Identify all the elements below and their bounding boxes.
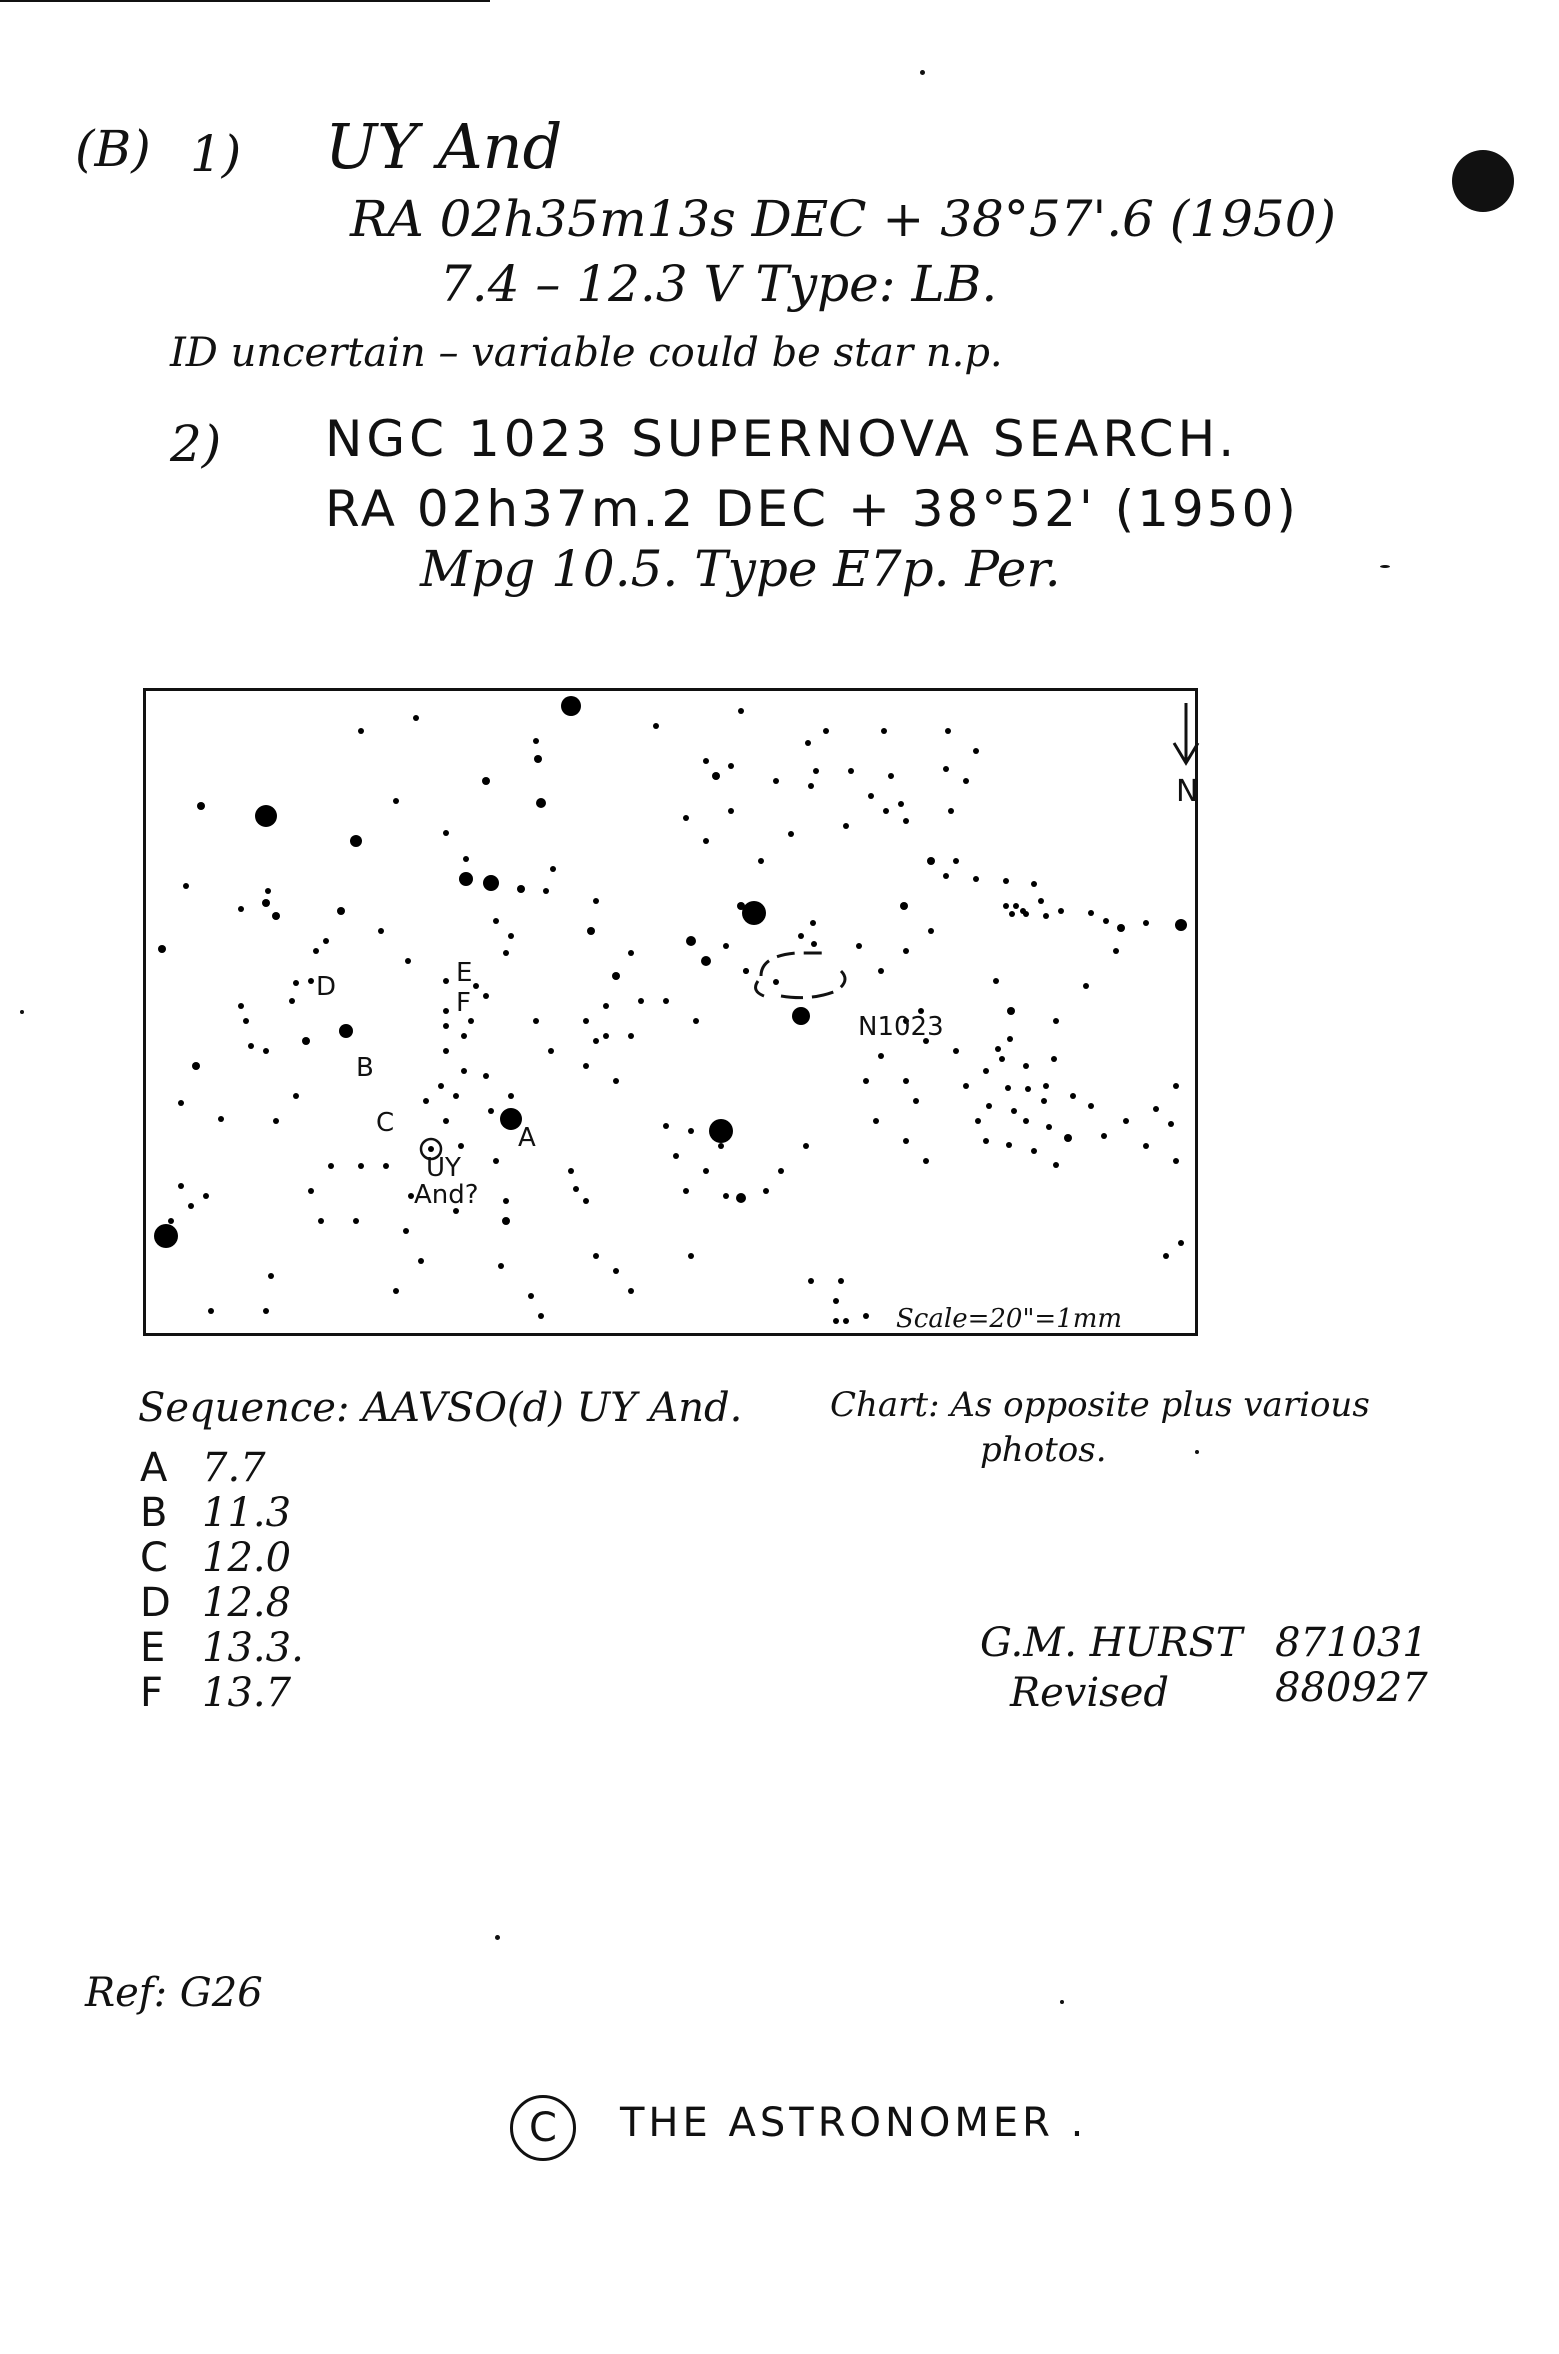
star-label-a: A — [518, 1123, 536, 1153]
star-dot-d — [308, 978, 314, 984]
speck — [20, 1010, 24, 1014]
star-label-d: D — [316, 972, 337, 1002]
revised-date: 880927 — [1275, 1665, 1428, 1711]
copyright-symbol: C — [510, 2095, 576, 2161]
sequence-row — [140, 1580, 291, 1626]
object-2-title: NGC 1023 SUPERNOVA SEARCH. — [325, 410, 1239, 468]
star-label-f: F — [456, 988, 471, 1018]
finder-chart-svg — [146, 691, 1199, 1334]
galaxy-nucleus — [773, 979, 779, 985]
star-dot-bright-galaxy-field — [742, 901, 766, 925]
star-dot-f — [443, 1008, 449, 1014]
reference: Ref: G26 — [85, 1970, 263, 2016]
sequence-mag: 7.7 — [202, 1445, 266, 1491]
observer-name: G.M. HURST — [980, 1620, 1243, 1666]
chart-note-line2: photos. — [980, 1430, 1107, 1470]
sequence-mag: 11.3 — [202, 1490, 292, 1536]
section-label: (B) — [75, 120, 151, 178]
sequence-mag: 12.0 — [202, 1535, 292, 1581]
coordinates-2: RA 02h37m.2 DEC + 38°52' (1950) — [325, 480, 1299, 538]
coordinates-1: RA 02h35m13s DEC + 38°57'.6 (1950) — [350, 190, 1337, 248]
speck — [920, 70, 925, 75]
observer-date: 871031 — [1275, 1620, 1428, 1666]
sequence-mag: 13.7 — [202, 1670, 292, 1716]
sequence-mag: 13.3. — [202, 1625, 304, 1671]
speck — [1195, 1450, 1199, 1454]
uy-label-line2: And? — [414, 1180, 479, 1210]
galaxy-outline-lower — [781, 971, 845, 998]
galaxy-outline-left — [756, 981, 764, 996]
star-label-c: C — [376, 1108, 395, 1138]
star-label-e: E — [456, 958, 473, 988]
sequence-title: Sequence: AAVSO(d) UY And. — [138, 1385, 743, 1431]
sequence-row — [140, 1670, 291, 1716]
north-label: N — [1176, 774, 1199, 809]
sequence-row — [140, 1535, 291, 1581]
sequence-id: E — [140, 1625, 166, 1671]
item-number-2: 2) — [170, 415, 222, 473]
star-field — [154, 696, 1187, 1324]
speck — [1380, 565, 1390, 568]
copyright-text: THE ASTRONOMER . — [620, 2100, 1088, 2146]
speck — [495, 1935, 500, 1940]
star-name: UY And — [325, 110, 563, 183]
uy-and-marker-dot — [428, 1146, 434, 1152]
top-edge-line — [0, 0, 490, 2]
uy-label-line1: UY — [426, 1153, 461, 1183]
magnitude-type-2: Mpg 10.5. Type E7p. Per. — [420, 540, 1061, 598]
scale-label: Scale=20"=1mm — [896, 1304, 1123, 1334]
speck — [1060, 2000, 1064, 2004]
galaxy-label: N1023 — [858, 1012, 944, 1042]
star-dot-e — [443, 978, 449, 984]
identification-note: ID uncertain – variable could be star n.p. — [170, 330, 1003, 376]
star-dot-east — [736, 1193, 746, 1203]
star-dot-c — [383, 1163, 389, 1169]
galaxy-outline-upper — [761, 953, 826, 976]
sequence-id: D — [140, 1580, 171, 1626]
sequence-row — [140, 1625, 304, 1671]
star-dot-e-area — [459, 872, 473, 886]
ink-blot — [1452, 150, 1514, 212]
sequence-id: A — [140, 1445, 168, 1491]
chart-note-line1: Chart: As opposite plus various — [830, 1385, 1370, 1425]
sequence-row — [140, 1445, 266, 1491]
sequence-id: C — [140, 1535, 168, 1581]
magnitude-range-1: 7.4 – 12.3 V Type: LB. — [440, 255, 998, 313]
sequence-id: F — [140, 1670, 164, 1716]
finder-chart — [143, 688, 1198, 1336]
sequence-id: B — [140, 1490, 168, 1536]
star-label-b: B — [356, 1053, 374, 1083]
sequence-row — [140, 1490, 291, 1536]
star-dot-bright-east — [709, 1119, 733, 1143]
item-number-1: 1) — [190, 125, 242, 183]
star-dot-b — [339, 1024, 353, 1038]
sequence-mag: 12.8 — [202, 1580, 292, 1626]
revised-label: Revised — [1010, 1670, 1169, 1716]
